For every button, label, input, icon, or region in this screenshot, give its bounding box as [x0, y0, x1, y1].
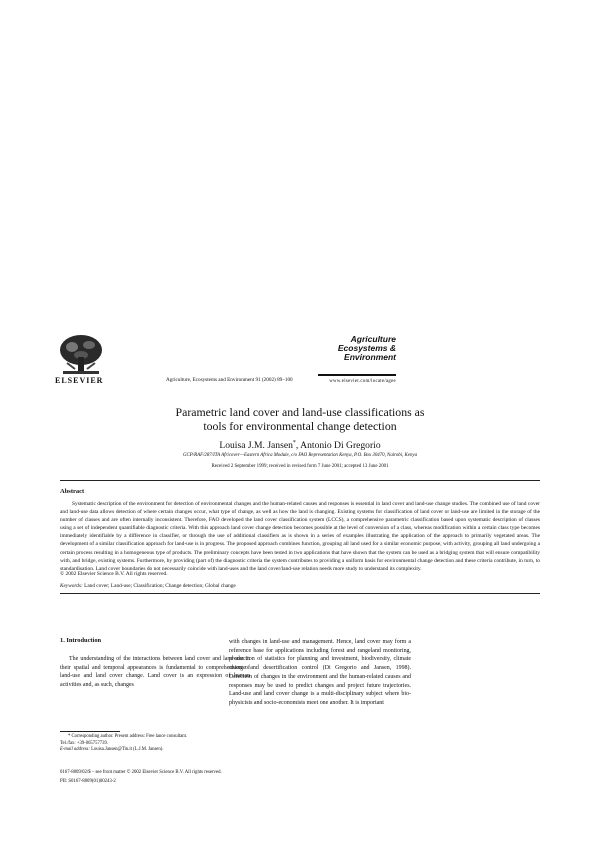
title-line: tools for environmental change detection [203, 419, 397, 433]
keywords-label: Keywords: [60, 583, 83, 589]
article-title [60, 405, 540, 433]
journal-title-line: Agriculture [350, 334, 396, 344]
divider [60, 480, 540, 481]
corresponding-mark: * [292, 440, 296, 446]
email-value: Louisa.Jansen@Tin.it (L.J.M. Jansen). [89, 747, 164, 753]
footnote-line: Tel./fax: +39-065757739. [60, 740, 109, 746]
journal-title [318, 335, 396, 362]
abstract-heading: Abstract [60, 488, 85, 495]
section-heading: 1. Introduction [60, 637, 102, 644]
issn-line: 0167-8809/02/$ – see front matter © 2002 Elsevier Science B.V. All rights reserved. [60, 770, 222, 775]
elsevier-tree-logo [57, 333, 105, 377]
journal-citation: Agriculture, Ecosystems and Environment 91 (2002) 89–100 [166, 377, 293, 383]
received-dates: Received 2 September 1999; received in revised form 7 June 2001; accepted 13 June 2001 [211, 464, 389, 469]
email-label: E-mail address: [60, 747, 90, 753]
keywords-text: Land cover; Land-use; Classification; Change detection; Global change [82, 583, 236, 589]
keywords [60, 583, 236, 589]
body-text-right: with changes in land-use and management. Hence, land cover may form a reference base for applications including forest and rangeland monitoring, production of statistics for planning and investment, biodiversity, climate change and desertification control (Di Gregorio and Jansen, 1998). Detection of changes in the environment and the human-related causes and responses may be used to predict changes and project future trajectories. Land-use and land cover change is a multi-disciplinary subject where bio-physicists and socio-economists meet one another. It is important [229, 639, 411, 706]
journal-title-line: Environment [344, 352, 396, 362]
publisher-name: ELSEVIER [55, 376, 104, 385]
pii-line: PII: S0167-8809(01)00243-2 [60, 779, 116, 784]
affiliation: GCP/RAF/287/ITA Africover—Eastern Africa Module, c/o FAO Representation Kenya, P.O. Box 30470, Nairobi, Kenya [182, 453, 418, 458]
author-name: Louisa J.M. Jansen [219, 440, 293, 452]
footnote [60, 734, 250, 754]
copyright: © 2002 Elsevier Science B.V. All rights reserved. [60, 571, 168, 577]
author-separator: , [295, 440, 301, 452]
footnote-rule [60, 731, 120, 732]
author-list [60, 440, 540, 451]
abstract-body: Systematic description of the environment for detection of environmental changes and the human-related causes and responses is essential in land cover and land-use change studies. The combined use of land cover and land-use data allows detection of where certain changes occur, what type of change, as well as how the land is changing. Existing systems for classification of land cover or land-use are limited in the storage of the number of classes and are often internally inconsistent. Therefore, FAO developed the land cover classification system (LCCS), a comprehensive parametric classification based upon systematic description of classes using a set of independent quantifiable diagnostic criteria. With this approach land cover change detection becomes possible at the level of conversion of a class, whereas modification within a certain class type becomes immediately identifiable by a difference in classifier, or through the use of additional classifiers as is shown in a series of examples illustrating the application of the approach to primarily vegetated areas. The development of a similar classification approach for land-use is in progress. The proposed approach combines function, grouping all land used for a similar economic purpose, with activity, grouping all land undergoing a certain process resulting in a homogeneous type of products. The preliminary concepts have been tested in two applications that have shown that the system can be used as a bridging system that will ensure compatibility with, and bridge, existing systems. Furthermore, by providing (part of) the diagnostic criteria the system contributes to providing a uniform basis for environmental change detection and these criteria contribute, in turn, to standardisation. Land cover boundaries do not necessarily coincide with land-uses and the land cover/land-use relation needs more study to understand its complexity. [60, 501, 540, 572]
body-text-left: The understanding of the interactions between land cover and land-use in their spatial and temporal appearances is fundamental to comprehension of land-use and land cover change. Land cover is an expression of human activities and, as such, changes [60, 656, 250, 689]
journal-title-rule [318, 374, 396, 376]
journal-title-line: Ecosystems & [337, 343, 396, 353]
title-line: Parametric land cover and land-use classifications as [175, 405, 425, 419]
divider [60, 593, 540, 594]
journal-url: www.elsevier.com/locate/agee [329, 379, 396, 384]
footnote-line: * Corresponding author. Present address: Free lance consultant. [68, 734, 188, 739]
footnote-email [60, 747, 250, 754]
author-name: Antonio Di Gregorio [300, 440, 381, 452]
